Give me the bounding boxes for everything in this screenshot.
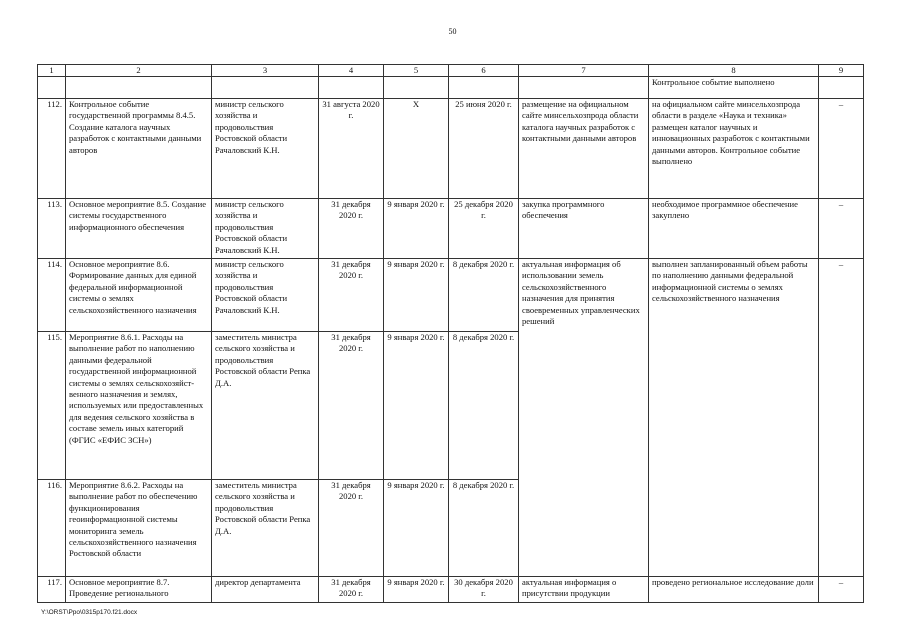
end-date: 25 декабря 2020 г.: [449, 199, 519, 259]
start-date: 9 января 2020 г.: [384, 332, 449, 480]
actual-result: необходимое программное обеспечение закуплено: [649, 199, 819, 259]
page-number: 50: [448, 27, 457, 36]
row-number: 112.: [38, 99, 66, 199]
start-date: 9 января 2020 г.: [384, 577, 449, 603]
end-date: 30 декабря 2020 г.: [449, 577, 519, 603]
plan-date: 31 декабря 2020 г.: [319, 577, 384, 603]
start-date: 9 января 2020 г.: [384, 480, 449, 577]
expected-result: актуальная информация об использовании земель сельскохозяйственного назначения для принятия своевременных управленческих решений: [519, 259, 649, 577]
header-cell: 1: [38, 65, 66, 77]
plan-date: 31 августа 2020 г.: [319, 99, 384, 199]
table-row: [38, 99, 864, 199]
carryover-result: Контрольное событие выполнено: [649, 77, 819, 99]
header-cell: 5: [384, 65, 449, 77]
responsible: министр сельского хозяйства и продовольствия Ростовской области Рачаловский К.Н.: [212, 199, 319, 259]
event-name: Мероприятие 8.6.1. Расходы на выполнение работ по наполнению данными федеральной государственной информационной системы о землях сельскохозяйст-венного назначения и землях, используемых или предоставленных для ведения сельского хозяйства в составе земель иных категорий (ФГИС «ЕФИС ЗСН»): [66, 332, 212, 480]
header-cell: 2: [66, 65, 212, 77]
expected-result: закупка программного обеспечения: [519, 199, 649, 259]
header-cell: 3: [212, 65, 319, 77]
note: –: [819, 577, 864, 603]
row-number: 117.: [38, 577, 66, 603]
header-cell: 9: [819, 65, 864, 77]
expected-result: актуальная информация о присутствии продукции: [519, 577, 649, 603]
header-cell: 4: [319, 65, 384, 77]
note: –: [819, 259, 864, 577]
row-number: 114.: [38, 259, 66, 332]
plan-date: 31 декабря 2020 г.: [319, 480, 384, 577]
start-date: X: [384, 99, 449, 199]
table-row: [38, 577, 864, 603]
table-row: [38, 259, 864, 332]
report-table: [37, 64, 864, 603]
responsible: министр сельского хозяйства и продовольствия Ростовской области Рачаловский К.Н.: [212, 259, 319, 332]
start-date: 9 января 2020 г.: [384, 259, 449, 332]
end-date: 25 июня 2020 г.: [449, 99, 519, 199]
end-date: 8 декабря 2020 г.: [449, 259, 519, 332]
actual-result: выполнен запланированный объем работы по наполнению данными федеральной информационной системы о землях сельскохозяйственного назначения: [649, 259, 819, 577]
event-name: Основное мероприятие 8.6. Формирование данных для единой федеральной информационной системы о землях сельскохозяйственного назначения: [66, 259, 212, 332]
event-name: Контрольное событие государственной программы 8.4.5. Создание каталога научных разработок с контактными данными авторов: [66, 99, 212, 199]
end-date: 8 декабря 2020 г.: [449, 480, 519, 577]
footer-file-path: Y:\ORST\Ppo\0315p170.f21.docx: [41, 609, 138, 616]
note: –: [819, 199, 864, 259]
row-number: 116.: [38, 480, 66, 577]
table-header-row: [38, 65, 864, 77]
plan-date: 31 декабря 2020 г.: [319, 199, 384, 259]
header-cell: 7: [519, 65, 649, 77]
responsible: министр сельского хозяйства и продовольствия Ростовской области Рачаловский К.Н.: [212, 99, 319, 199]
start-date: 9 января 2020 г.: [384, 199, 449, 259]
event-name: Основное мероприятие 8.7. Проведение регионального: [66, 577, 212, 603]
plan-date: 31 декабря 2020 г.: [319, 259, 384, 332]
row-number: 113.: [38, 199, 66, 259]
end-date: 8 декабря 2020 г.: [449, 332, 519, 480]
event-name: Мероприятие 8.6.2. Расходы на выполнение работ по обеспечению функционирования геоинформационной системы мониторинга земель сельскохозяйственного назначения Ростовской области: [66, 480, 212, 577]
actual-result: проведено региональное исследование доли: [649, 577, 819, 603]
header-cell: 6: [449, 65, 519, 77]
responsible: заместитель министра сельского хозяйства и продовольствия Ростовской области Репка Д.А.: [212, 480, 319, 577]
note: –: [819, 99, 864, 199]
row-number: 115.: [38, 332, 66, 480]
event-name: Основное мероприятие 8.5. Создание системы государственного информационного обеспечения: [66, 199, 212, 259]
responsible: заместитель министра сельского хозяйства и продовольствия Ростовской области Репка Д.А.: [212, 332, 319, 480]
plan-date: 31 декабря 2020 г.: [319, 332, 384, 480]
actual-result: на официальном сайте минсельхозпрода области в разделе «Наука и техника» размещен каталог научных и инновационных разработок с контактными данными авторов. Контрольное событие выполнено: [649, 99, 819, 199]
expected-result: размещение на официальном сайте минсельхозпрода области каталога научных разработок с контактными данными авторов: [519, 99, 649, 199]
carryover-row: [38, 77, 864, 99]
header-cell: 8: [649, 65, 819, 77]
table-row: [38, 199, 864, 259]
responsible: директор департамента: [212, 577, 319, 603]
